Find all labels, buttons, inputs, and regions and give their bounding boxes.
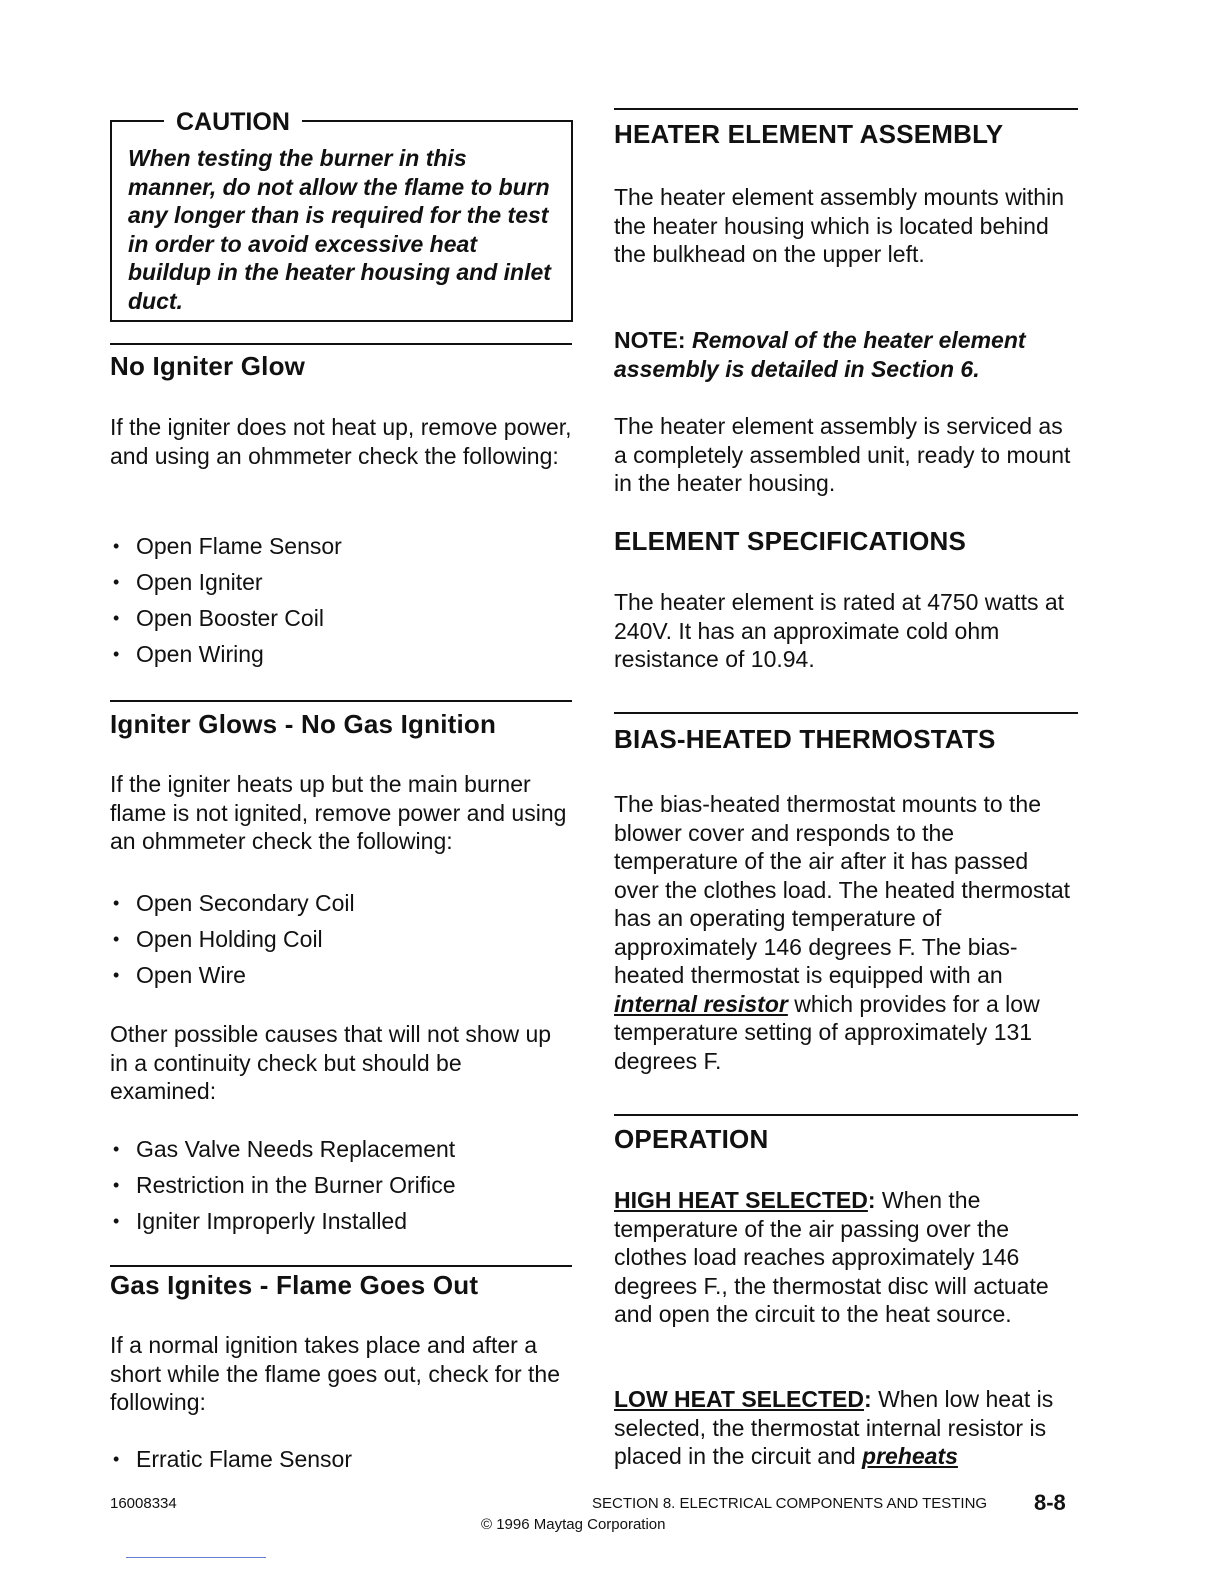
high-heat-colon: :	[867, 1187, 876, 1213]
bias-paragraph	[614, 790, 1076, 1075]
copyright: © 1996 Maytag Corporation	[481, 1516, 666, 1533]
note-text: Removal of the heater element assembly is detailed in Section 6.	[614, 327, 1026, 382]
high-heat-label: HIGH HEAT SELECTED	[614, 1187, 868, 1213]
note-label: NOTE:	[614, 327, 686, 353]
list-item: • Igniter Improperly Installed	[110, 1203, 572, 1239]
low-heat-paragraph	[614, 1385, 1064, 1471]
list-item: • Open Booster Coil	[110, 600, 572, 636]
spec-paragraph: The heater element is rated at 4750 watts at 240V. It has an approximate cold ohm resistance of 10.94.	[614, 589, 1065, 672]
section-rule	[110, 700, 572, 702]
low-heat-text: When low heat is selected, the thermostat internal resistor is placed in the circuit and	[614, 1386, 1054, 1469]
bias-text-start: The bias-heated thermostat mounts to the blower cover and responds to the temperature of the air after it has passed over the clothes load. The heated thermostat has an operating temperature of approximately 146 degrees F. The bias-heated thermostat is equipped with an	[614, 791, 1071, 988]
heading-bias-heated-thermostats: BIAS-HEATED THERMOSTATS	[614, 724, 996, 754]
doc-number: 16008334	[110, 1495, 177, 1512]
no-igniter-intro: If the igniter does not heat up, remove power, and using an ohmmeter check the following:	[110, 414, 572, 469]
bias-text-end: which provides for a low temperature setting of approximately 131 degrees F.	[614, 990, 1040, 1074]
footer-section-title: SECTION 8. ELECTRICAL COMPONENTS AND TESTING	[592, 1495, 988, 1512]
list-item: • Open Wire	[110, 957, 572, 993]
high-heat-paragraph	[614, 1186, 1064, 1329]
page-number: 8-8	[1034, 1490, 1066, 1515]
other-causes-checklist	[110, 1131, 572, 1239]
list-item: • Erratic Flame Sensor	[110, 1441, 572, 1477]
heater-paragraph-2: The heater element assembly is serviced as a completely assembled unit, ready to mount in the heater housing.	[614, 413, 1071, 496]
other-causes-intro: Other possible causes that will not show up in a continuity check but should be examined:	[110, 1021, 552, 1104]
list-item: • Restriction in the Burner Orifice	[110, 1167, 572, 1203]
list-item: • Open Holding Coil	[110, 921, 572, 957]
gas-ignites-intro: If a normal ignition takes place and after a short while the flame goes out, check for the following:	[110, 1332, 561, 1415]
heading-operation: OPERATION	[614, 1124, 769, 1154]
heading-heater-element-assembly: HEATER ELEMENT ASSEMBLY	[614, 119, 1004, 149]
igniter-glows-intro: If the igniter heats up but the main burner flame is not ignited, remove power and using an ohmmeter check the following:	[110, 771, 567, 854]
heater-paragraph-1: The heater element assembly mounts within the heater housing which is located behind the bulkhead on the upper left.	[614, 184, 1064, 267]
section-rule	[614, 712, 1078, 714]
section-rule	[614, 108, 1078, 110]
caution-text: When testing the burner in this manner, do not allow the flame to burn any longer than is required for the test in order to avoid excessive heat buildup in the heater housing and inlet duct.	[128, 145, 551, 314]
list-item: • Open Igniter	[110, 564, 572, 600]
list-item: • Open Wiring	[110, 636, 572, 672]
list-item: • Gas Valve Needs Replacement	[110, 1131, 572, 1167]
heading-igniter-glows: Igniter Glows - No Gas Ignition	[110, 709, 497, 739]
internal-resistor-emphasis: internal resistor	[614, 990, 788, 1017]
low-heat-colon: :	[864, 1386, 872, 1412]
low-heat-label: LOW HEAT SELECTED	[614, 1386, 865, 1412]
list-item: • Open Flame Sensor	[110, 528, 572, 564]
caution-title: CAUTION	[164, 110, 302, 134]
section-rule	[110, 1265, 572, 1267]
section-rule	[614, 1114, 1078, 1116]
no-igniter-checklist	[110, 528, 572, 672]
heading-gas-ignites: Gas Ignites - Flame Goes Out	[110, 1270, 479, 1300]
decorative-rule	[126, 1557, 266, 1558]
gas-ignites-checklist	[110, 1441, 572, 1477]
igniter-glows-checklist	[110, 885, 572, 993]
list-item: • Open Secondary Coil	[110, 885, 572, 921]
high-heat-text: When the temperature of the air passing over the clothes load reaches approximately 146 degrees F., the thermostat disc will actuate and open the circuit to the heat source.	[614, 1187, 1049, 1327]
caution-box	[110, 108, 573, 322]
heading-element-specifications: ELEMENT SPECIFICATIONS	[614, 526, 967, 556]
heading-no-igniter-glow: No Igniter Glow	[110, 351, 306, 381]
heater-note	[614, 326, 1074, 383]
section-rule	[110, 343, 572, 345]
preheats-emphasis: preheats	[862, 1443, 958, 1469]
